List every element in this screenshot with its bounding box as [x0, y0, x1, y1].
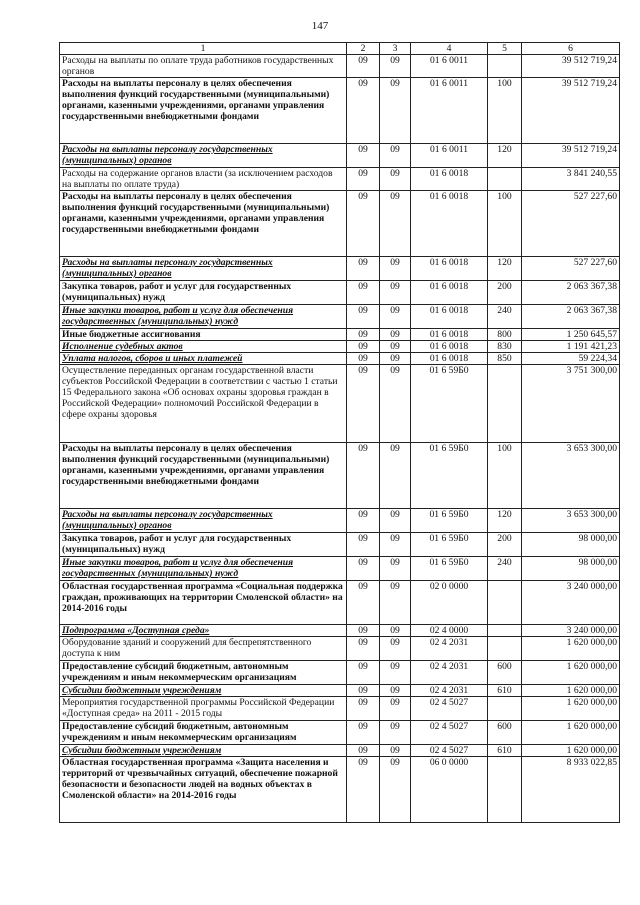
- amount-cell: 1 620 000,00: [522, 721, 620, 745]
- section-code-cell: 09: [347, 581, 380, 625]
- table-row: [60, 329, 620, 341]
- table-row: [60, 697, 620, 721]
- subsection-code-cell: 09: [380, 329, 411, 341]
- subsection-code-cell: 09: [380, 685, 411, 697]
- table-row: [60, 757, 620, 823]
- expense-type-cell: 600: [488, 661, 522, 685]
- table-body: [60, 55, 620, 823]
- section-code-cell: 09: [347, 757, 380, 823]
- amount-cell: 3 841 240,55: [522, 168, 620, 191]
- row-name-cell: Расходы на выплаты персоналу в целях обеспечения выполнения функций государственными (муниципальными) органами, казенными учреждениями, органами управления государственными внебюджетными фондами: [60, 78, 347, 144]
- target-article-cell: 01 6 0018: [411, 191, 488, 257]
- table-row: [60, 661, 620, 685]
- amount-cell: 98 000,00: [522, 533, 620, 557]
- section-code-cell: 09: [347, 341, 380, 353]
- target-article-cell: 01 6 59Б0: [411, 443, 488, 509]
- amount-cell: 2 063 367,38: [522, 305, 620, 329]
- subsection-code-cell: 09: [380, 55, 411, 78]
- expense-type-cell: 850: [488, 353, 522, 365]
- section-code-cell: 09: [347, 637, 380, 661]
- target-article-cell: 01 6 0018: [411, 341, 488, 353]
- row-name-cell: Иные закупки товаров, работ и услуг для обеспечения государственных (муниципальных) нужд: [60, 305, 347, 329]
- target-article-cell: 01 6 0018: [411, 329, 488, 341]
- target-article-cell: 02 4 0000: [411, 625, 488, 637]
- expense-type-cell: [488, 365, 522, 443]
- section-code-cell: 09: [347, 329, 380, 341]
- subsection-code-cell: 09: [380, 78, 411, 144]
- section-code-cell: 09: [347, 745, 380, 757]
- row-name-cell: Подпрограмма «Доступная среда»: [60, 625, 347, 637]
- row-name-cell: Субсидии бюджетным учреждениям: [60, 685, 347, 697]
- row-name-cell: Уплата налогов, сборов и иных платежей: [60, 353, 347, 365]
- amount-cell: 98 000,00: [522, 557, 620, 581]
- column-header: 6: [522, 43, 620, 55]
- row-name-cell: Расходы на выплаты персоналу государственных (муниципальных) органов: [60, 257, 347, 281]
- table-row: [60, 168, 620, 191]
- section-code-cell: 09: [347, 685, 380, 697]
- expense-type-cell: [488, 168, 522, 191]
- target-article-cell: 02 4 2031: [411, 661, 488, 685]
- row-name-cell: Расходы на выплаты персоналу государственных (муниципальных) органов: [60, 144, 347, 168]
- amount-cell: 39 512 719,24: [522, 144, 620, 168]
- table-row: [60, 305, 620, 329]
- row-name-cell: Закупка товаров, работ и услуг для государственных (муниципальных) нужд: [60, 533, 347, 557]
- amount-cell: 1 620 000,00: [522, 697, 620, 721]
- target-article-cell: 01 6 0018: [411, 353, 488, 365]
- table-row: [60, 341, 620, 353]
- target-article-cell: 01 6 0018: [411, 305, 488, 329]
- subsection-code-cell: 09: [380, 625, 411, 637]
- section-code-cell: 09: [347, 365, 380, 443]
- subsection-code-cell: 09: [380, 661, 411, 685]
- section-code-cell: 09: [347, 257, 380, 281]
- row-name-cell: Субсидии бюджетным учреждениям: [60, 745, 347, 757]
- amount-cell: 527 227,60: [522, 257, 620, 281]
- target-article-cell: 02 0 0000: [411, 581, 488, 625]
- expense-type-cell: 100: [488, 78, 522, 144]
- subsection-code-cell: 09: [380, 581, 411, 625]
- table-header-row: [60, 43, 620, 55]
- row-name-cell: Расходы на выплаты персоналу в целях обеспечения выполнения функций государственными (муниципальными) органами, казенными учреждениями, органами управления государственными внебюджетными фондами: [60, 191, 347, 257]
- budget-table: [59, 42, 620, 823]
- table-row: [60, 144, 620, 168]
- amount-cell: 3 240 000,00: [522, 581, 620, 625]
- amount-cell: 1 620 000,00: [522, 745, 620, 757]
- amount-cell: 1 620 000,00: [522, 637, 620, 661]
- table-row: [60, 353, 620, 365]
- target-article-cell: 06 0 0000: [411, 757, 488, 823]
- table-row: [60, 557, 620, 581]
- target-article-cell: 02 4 5027: [411, 745, 488, 757]
- amount-cell: 8 933 022,85: [522, 757, 620, 823]
- section-code-cell: 09: [347, 353, 380, 365]
- row-name-cell: Областная государственная программа «Защита населения и территорий от чрезвычайных ситуаций, обеспечение пожарной безопасности и безопасности людей на водных объектах в Смоленской области» на 2014-2016 годы: [60, 757, 347, 823]
- expense-type-cell: 610: [488, 685, 522, 697]
- column-header: 5: [488, 43, 522, 55]
- target-article-cell: 01 6 0018: [411, 281, 488, 305]
- section-code-cell: 09: [347, 443, 380, 509]
- expense-type-cell: 120: [488, 144, 522, 168]
- table-row: [60, 55, 620, 78]
- row-name-cell: Предоставление субсидий бюджетным, автономным учреждениям и иным некоммерческим организациям: [60, 661, 347, 685]
- target-article-cell: 01 6 59Б0: [411, 557, 488, 581]
- expense-type-cell: 240: [488, 557, 522, 581]
- target-article-cell: 01 6 59Б0: [411, 533, 488, 557]
- expense-type-cell: [488, 55, 522, 78]
- target-article-cell: 01 6 0011: [411, 78, 488, 144]
- expense-type-cell: 800: [488, 329, 522, 341]
- target-article-cell: 02 4 2031: [411, 637, 488, 661]
- amount-cell: 3 240 000,00: [522, 625, 620, 637]
- section-code-cell: 09: [347, 625, 380, 637]
- amount-cell: 1 620 000,00: [522, 661, 620, 685]
- expense-type-cell: [488, 697, 522, 721]
- subsection-code-cell: 09: [380, 144, 411, 168]
- table-row: [60, 257, 620, 281]
- expense-type-cell: 240: [488, 305, 522, 329]
- subsection-code-cell: 09: [380, 721, 411, 745]
- section-code-cell: 09: [347, 78, 380, 144]
- row-name-cell: Областная государственная программа «Социальная поддержка граждан, проживающих на территории Смоленской области» на 2014-2016 годы: [60, 581, 347, 625]
- table-row: [60, 637, 620, 661]
- row-name-cell: Предоставление субсидий бюджетным, автономным учреждениям и иным некоммерческим организациям: [60, 721, 347, 745]
- expense-type-cell: [488, 757, 522, 823]
- row-name-cell: Закупка товаров, работ и услуг для государственных (муниципальных) нужд: [60, 281, 347, 305]
- expense-type-cell: 200: [488, 281, 522, 305]
- target-article-cell: 01 6 0018: [411, 257, 488, 281]
- row-name-cell: Расходы на содержание органов власти (за исключением расходов на выплаты по оплате труда): [60, 168, 347, 191]
- section-code-cell: 09: [347, 168, 380, 191]
- target-article-cell: 01 6 0018: [411, 168, 488, 191]
- row-name-cell: Иные закупки товаров, работ и услуг для обеспечения государственных (муниципальных) нужд: [60, 557, 347, 581]
- subsection-code-cell: 09: [380, 341, 411, 353]
- subsection-code-cell: 09: [380, 353, 411, 365]
- table-row: [60, 78, 620, 144]
- target-article-cell: 02 4 5027: [411, 697, 488, 721]
- section-code-cell: 09: [347, 55, 380, 78]
- amount-cell: 527 227,60: [522, 191, 620, 257]
- subsection-code-cell: 09: [380, 257, 411, 281]
- target-article-cell: 02 4 2031: [411, 685, 488, 697]
- row-name-cell: Осуществление переданных органам государственной власти субъектов Российской Федерации в соответствии с частью 1 статьи 15 Федерального закона «Об основах охраны здоровья граждан в Российской Федерации» полномочий Российской Федерации в сфере охраны здоровья: [60, 365, 347, 443]
- table-row: [60, 685, 620, 697]
- target-article-cell: 01 6 0011: [411, 55, 488, 78]
- expense-type-cell: 100: [488, 191, 522, 257]
- subsection-code-cell: 09: [380, 533, 411, 557]
- row-name-cell: Расходы на выплаты персоналу в целях обеспечения выполнения функций государственными (муниципальными) органами, казенными учреждениями, органами управления государственными внебюджетными фондами: [60, 443, 347, 509]
- section-code-cell: 09: [347, 557, 380, 581]
- expense-type-cell: 610: [488, 745, 522, 757]
- amount-cell: 59 224,34: [522, 353, 620, 365]
- row-name-cell: Оборудование зданий и сооружений для беспрепятственного доступа к ним: [60, 637, 347, 661]
- expense-type-cell: [488, 625, 522, 637]
- expense-type-cell: 600: [488, 721, 522, 745]
- expense-type-cell: 100: [488, 443, 522, 509]
- subsection-code-cell: 09: [380, 509, 411, 533]
- expense-type-cell: 120: [488, 257, 522, 281]
- target-article-cell: 01 6 59Б0: [411, 509, 488, 533]
- table-row: [60, 625, 620, 637]
- subsection-code-cell: 09: [380, 365, 411, 443]
- target-article-cell: 01 6 59Б0: [411, 365, 488, 443]
- row-name-cell: Исполнение судебных актов: [60, 341, 347, 353]
- table-row: [60, 721, 620, 745]
- column-header: 3: [380, 43, 411, 55]
- expense-type-cell: [488, 637, 522, 661]
- amount-cell: 2 063 367,38: [522, 281, 620, 305]
- section-code-cell: 09: [347, 721, 380, 745]
- column-header: 2: [347, 43, 380, 55]
- expense-type-cell: 200: [488, 533, 522, 557]
- section-code-cell: 09: [347, 281, 380, 305]
- section-code-cell: 09: [347, 533, 380, 557]
- subsection-code-cell: 09: [380, 637, 411, 661]
- target-article-cell: 01 6 0011: [411, 144, 488, 168]
- section-code-cell: 09: [347, 305, 380, 329]
- table-row: [60, 533, 620, 557]
- subsection-code-cell: 09: [380, 757, 411, 823]
- target-article-cell: 02 4 5027: [411, 721, 488, 745]
- row-name-cell: Иные бюджетные ассигнования: [60, 329, 347, 341]
- section-code-cell: 09: [347, 697, 380, 721]
- row-name-cell: Расходы на выплаты по оплате труда работников государственных органов: [60, 55, 347, 78]
- table-row: [60, 365, 620, 443]
- table-row: [60, 443, 620, 509]
- amount-cell: 1 620 000,00: [522, 685, 620, 697]
- section-code-cell: 09: [347, 144, 380, 168]
- column-header: 1: [60, 43, 347, 55]
- subsection-code-cell: 09: [380, 168, 411, 191]
- subsection-code-cell: 09: [380, 443, 411, 509]
- row-name-cell: Расходы на выплаты персоналу государственных (муниципальных) органов: [60, 509, 347, 533]
- table-row: [60, 581, 620, 625]
- table-row: [60, 191, 620, 257]
- section-code-cell: 09: [347, 661, 380, 685]
- subsection-code-cell: 09: [380, 191, 411, 257]
- amount-cell: 3 653 300,00: [522, 509, 620, 533]
- subsection-code-cell: 09: [380, 557, 411, 581]
- expense-type-cell: 120: [488, 509, 522, 533]
- table-row: [60, 745, 620, 757]
- subsection-code-cell: 09: [380, 745, 411, 757]
- amount-cell: 3 751 300,00: [522, 365, 620, 443]
- row-name-cell: Мероприятия государственной программы Российской Федерации «Доступная среда» на 2011 - 2015 годы: [60, 697, 347, 721]
- subsection-code-cell: 09: [380, 305, 411, 329]
- amount-cell: 39 512 719,24: [522, 55, 620, 78]
- amount-cell: 3 653 300,00: [522, 443, 620, 509]
- column-header: 4: [411, 43, 488, 55]
- table-row: [60, 281, 620, 305]
- amount-cell: 1 191 421,23: [522, 341, 620, 353]
- expense-type-cell: 830: [488, 341, 522, 353]
- section-code-cell: 09: [347, 191, 380, 257]
- amount-cell: 39 512 719,24: [522, 78, 620, 144]
- subsection-code-cell: 09: [380, 281, 411, 305]
- expense-type-cell: [488, 581, 522, 625]
- amount-cell: 1 250 645,57: [522, 329, 620, 341]
- section-code-cell: 09: [347, 509, 380, 533]
- table-row: [60, 509, 620, 533]
- subsection-code-cell: 09: [380, 697, 411, 721]
- page-number: 147: [311, 20, 329, 32]
